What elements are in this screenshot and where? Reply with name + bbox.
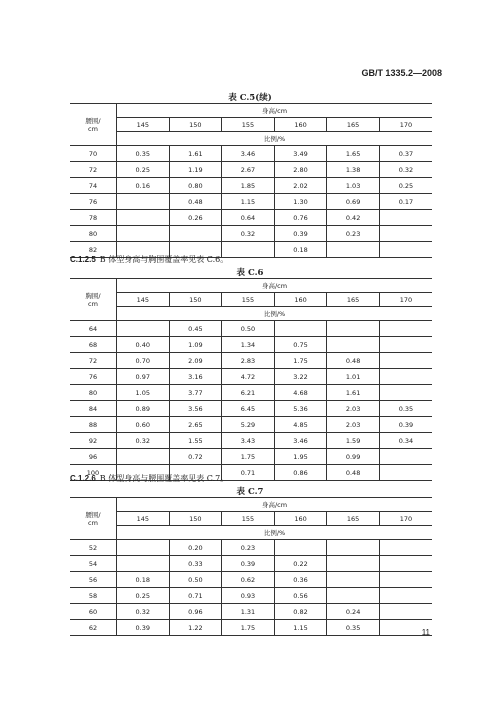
- value-cell: 0.75: [274, 337, 327, 353]
- row-label-cell: 92: [70, 433, 117, 449]
- value-cell: 0.23: [222, 540, 275, 556]
- value-cell: 0.76: [274, 210, 327, 226]
- value-cell: 0.72: [169, 449, 222, 465]
- value-cell: 1.22: [169, 620, 222, 636]
- value-cell: 0.93: [222, 588, 275, 604]
- table-row: [70, 369, 432, 385]
- row-header-label: 腰围/: [85, 117, 101, 125]
- value-cell: 3.46: [222, 146, 275, 162]
- value-cell: 0.48: [327, 353, 380, 369]
- table-row: [70, 178, 432, 194]
- height-header: 155: [222, 512, 275, 526]
- row-label-cell: 74: [70, 178, 117, 194]
- value-cell: [274, 540, 327, 556]
- value-cell: [117, 194, 170, 210]
- unit-header: 比例/%: [117, 526, 433, 540]
- value-cell: [117, 449, 170, 465]
- value-cell: [379, 572, 432, 588]
- value-cell: [379, 242, 432, 258]
- value-cell: 0.35: [117, 146, 170, 162]
- value-cell: [379, 540, 432, 556]
- value-cell: 0.99: [327, 449, 380, 465]
- value-cell: 0.32: [117, 604, 170, 620]
- height-header: 145: [117, 293, 170, 307]
- value-cell: 2.67: [222, 162, 275, 178]
- value-cell: 0.48: [327, 465, 380, 481]
- value-cell: 3.43: [222, 433, 275, 449]
- value-cell: 0.35: [327, 620, 380, 636]
- table-row: [70, 620, 432, 636]
- section-number: C.1.2.6: [70, 474, 96, 483]
- value-cell: 0.71: [222, 465, 275, 481]
- value-cell: 0.32: [379, 162, 432, 178]
- value-cell: 0.35: [379, 401, 432, 417]
- value-cell: 0.32: [222, 226, 275, 242]
- table-c7: [70, 497, 432, 636]
- value-cell: 0.71: [169, 588, 222, 604]
- row-header-label: 胸围/: [85, 292, 101, 300]
- value-cell: 2.03: [327, 401, 380, 417]
- height-header: 165: [327, 118, 380, 132]
- value-cell: 2.02: [274, 178, 327, 194]
- value-cell: [222, 242, 275, 258]
- height-header: 160: [274, 118, 327, 132]
- table-row: [70, 540, 432, 556]
- value-cell: [379, 465, 432, 481]
- value-cell: 0.62: [222, 572, 275, 588]
- value-cell: 2.03: [327, 417, 380, 433]
- value-cell: 1.15: [274, 620, 327, 636]
- value-cell: [327, 337, 380, 353]
- value-cell: 1.31: [222, 604, 275, 620]
- value-cell: 1.61: [169, 146, 222, 162]
- row-header-unit: cm: [88, 125, 98, 133]
- section-c125: [70, 254, 228, 265]
- value-cell: 0.18: [117, 572, 170, 588]
- value-cell: 0.48: [169, 194, 222, 210]
- value-cell: 1.59: [327, 433, 380, 449]
- value-cell: 1.34: [222, 337, 275, 353]
- table-c6: [70, 278, 432, 481]
- height-header: 155: [222, 118, 275, 132]
- value-cell: [327, 556, 380, 572]
- value-cell: [379, 385, 432, 401]
- value-cell: 0.45: [169, 321, 222, 337]
- height-header-row: [70, 512, 432, 526]
- height-header: 150: [169, 512, 222, 526]
- value-cell: 1.75: [222, 620, 275, 636]
- value-cell: 1.01: [327, 369, 380, 385]
- value-cell: 1.75: [274, 353, 327, 369]
- row-label-cell: 52: [70, 540, 117, 556]
- table-row: [70, 588, 432, 604]
- value-cell: 0.42: [327, 210, 380, 226]
- column-group-header: 身高/cm: [117, 104, 433, 118]
- table-row: [70, 572, 432, 588]
- row-label-cell: 78: [70, 210, 117, 226]
- height-header: 160: [274, 293, 327, 307]
- value-cell: 0.24: [327, 604, 380, 620]
- section-text: B 体型身高与腰围覆盖率见表 C.7。: [99, 474, 229, 483]
- table-row: [70, 604, 432, 620]
- value-cell: 1.75: [222, 449, 275, 465]
- row-header-cell: [70, 498, 117, 540]
- value-cell: [379, 321, 432, 337]
- value-cell: [117, 321, 170, 337]
- section-c126: [70, 473, 228, 484]
- table-row: [70, 337, 432, 353]
- value-cell: 2.65: [169, 417, 222, 433]
- unit-header-row: [70, 526, 432, 540]
- value-cell: 0.22: [274, 556, 327, 572]
- table-row: [70, 226, 432, 242]
- value-cell: [327, 588, 380, 604]
- section-number: C.1.2.5: [70, 255, 96, 264]
- value-cell: 0.25: [379, 178, 432, 194]
- height-header-row: [70, 118, 432, 132]
- height-header: 155: [222, 293, 275, 307]
- page-number: 11: [421, 628, 430, 637]
- value-cell: 3.56: [169, 401, 222, 417]
- row-label-cell: 72: [70, 353, 117, 369]
- row-header-unit: cm: [88, 519, 98, 527]
- value-cell: 6.21: [222, 385, 275, 401]
- row-label-cell: 72: [70, 162, 117, 178]
- height-header: 160: [274, 512, 327, 526]
- row-label-cell: 80: [70, 385, 117, 401]
- unit-header: 比例/%: [117, 307, 433, 321]
- value-cell: 3.16: [169, 369, 222, 385]
- value-cell: [379, 226, 432, 242]
- table-row: [70, 417, 432, 433]
- header-row: [70, 104, 432, 118]
- value-cell: 3.77: [169, 385, 222, 401]
- height-header: 170: [379, 293, 432, 307]
- value-cell: [169, 226, 222, 242]
- table-row: [70, 162, 432, 178]
- value-cell: 6.45: [222, 401, 275, 417]
- value-cell: 0.37: [379, 146, 432, 162]
- row-label-cell: 76: [70, 369, 117, 385]
- height-header: 165: [327, 293, 380, 307]
- value-cell: [117, 556, 170, 572]
- value-cell: 0.96: [169, 604, 222, 620]
- value-cell: [327, 540, 380, 556]
- value-cell: 1.95: [274, 449, 327, 465]
- row-header-cell: [70, 279, 117, 321]
- row-label-cell: 58: [70, 588, 117, 604]
- value-cell: 0.39: [117, 620, 170, 636]
- row-header-label: 腰围/: [85, 511, 101, 519]
- value-cell: 0.26: [169, 210, 222, 226]
- row-header-unit: cm: [88, 300, 98, 308]
- value-cell: 0.16: [117, 178, 170, 194]
- header-row: [70, 279, 432, 293]
- document-code: GB/T 1335.2—2008: [361, 68, 442, 78]
- value-cell: 0.33: [169, 556, 222, 572]
- height-header: 170: [379, 118, 432, 132]
- value-cell: 0.64: [222, 210, 275, 226]
- value-cell: 0.50: [222, 321, 275, 337]
- value-cell: 1.55: [169, 433, 222, 449]
- header-row: [70, 498, 432, 512]
- value-cell: 0.20: [169, 540, 222, 556]
- value-cell: 2.09: [169, 353, 222, 369]
- value-cell: 2.83: [222, 353, 275, 369]
- value-cell: 1.30: [274, 194, 327, 210]
- table-row: [70, 385, 432, 401]
- value-cell: 0.89: [117, 401, 170, 417]
- value-cell: 0.40: [117, 337, 170, 353]
- value-cell: 0.82: [274, 604, 327, 620]
- row-label-cell: 76: [70, 194, 117, 210]
- value-cell: 0.39: [274, 226, 327, 242]
- row-label-cell: 82: [70, 242, 117, 258]
- row-header-cell: [70, 104, 117, 146]
- value-cell: 0.39: [222, 556, 275, 572]
- height-header: 150: [169, 293, 222, 307]
- value-cell: 0.56: [274, 588, 327, 604]
- value-cell: 1.05: [117, 385, 170, 401]
- value-cell: [117, 540, 170, 556]
- column-group-header: 身高/cm: [117, 498, 433, 512]
- table-row: [70, 433, 432, 449]
- value-cell: 0.86: [274, 465, 327, 481]
- value-cell: 5.29: [222, 417, 275, 433]
- value-cell: 4.85: [274, 417, 327, 433]
- table-row: [70, 146, 432, 162]
- value-cell: [379, 449, 432, 465]
- row-label-cell: 70: [70, 146, 117, 162]
- value-cell: [379, 556, 432, 572]
- value-cell: 0.80: [169, 178, 222, 194]
- value-cell: 0.36: [274, 572, 327, 588]
- table-row: [70, 556, 432, 572]
- row-label-cell: 62: [70, 620, 117, 636]
- value-cell: [379, 210, 432, 226]
- value-cell: 4.68: [274, 385, 327, 401]
- value-cell: [379, 588, 432, 604]
- value-cell: 1.09: [169, 337, 222, 353]
- value-cell: 1.38: [327, 162, 380, 178]
- value-cell: 5.36: [274, 401, 327, 417]
- row-label-cell: 68: [70, 337, 117, 353]
- value-cell: 0.69: [327, 194, 380, 210]
- section-text: B 体型身高与胸围覆盖率见表 C.6。: [99, 255, 229, 264]
- value-cell: [379, 353, 432, 369]
- table-row: [70, 321, 432, 337]
- value-cell: [379, 604, 432, 620]
- table-row: [70, 210, 432, 226]
- value-cell: 0.70: [117, 353, 170, 369]
- value-cell: 1.85: [222, 178, 275, 194]
- row-label-cell: 80: [70, 226, 117, 242]
- value-cell: 4.72: [222, 369, 275, 385]
- value-cell: 3.49: [274, 146, 327, 162]
- value-cell: 0.60: [117, 417, 170, 433]
- value-cell: [274, 321, 327, 337]
- value-cell: [327, 242, 380, 258]
- value-cell: 0.18: [274, 242, 327, 258]
- row-label-cell: 100: [70, 465, 117, 481]
- value-cell: 1.61: [327, 385, 380, 401]
- value-cell: 3.46: [274, 433, 327, 449]
- value-cell: 0.50: [169, 572, 222, 588]
- height-header-row: [70, 293, 432, 307]
- column-group-header: 身高/cm: [117, 279, 433, 293]
- value-cell: [379, 369, 432, 385]
- value-cell: 1.03: [327, 178, 380, 194]
- value-cell: 0.32: [117, 433, 170, 449]
- value-cell: 1.65: [327, 146, 380, 162]
- table-c5-title: 表 C.5(续): [228, 93, 272, 103]
- value-cell: 0.17: [379, 194, 432, 210]
- table-c6-title: 表 C.6: [236, 268, 264, 278]
- height-header: 170: [379, 512, 432, 526]
- value-cell: 0.25: [117, 588, 170, 604]
- row-label-cell: 56: [70, 572, 117, 588]
- height-header: 165: [327, 512, 380, 526]
- value-cell: [327, 321, 380, 337]
- value-cell: 2.80: [274, 162, 327, 178]
- row-label-cell: 96: [70, 449, 117, 465]
- table-c7-title: 表 C.7: [236, 487, 264, 497]
- value-cell: 1.15: [222, 194, 275, 210]
- row-label-cell: 84: [70, 401, 117, 417]
- value-cell: 0.23: [327, 226, 380, 242]
- row-label-cell: 64: [70, 321, 117, 337]
- value-cell: 0.34: [379, 433, 432, 449]
- unit-header: 比例/%: [117, 132, 433, 146]
- table-row: [70, 449, 432, 465]
- row-label-cell: 54: [70, 556, 117, 572]
- value-cell: 0.97: [117, 369, 170, 385]
- value-cell: [327, 572, 380, 588]
- height-header: 145: [117, 118, 170, 132]
- value-cell: 0.39: [379, 417, 432, 433]
- table-row: [70, 353, 432, 369]
- height-header: 150: [169, 118, 222, 132]
- unit-header-row: [70, 307, 432, 321]
- value-cell: 0.25: [117, 162, 170, 178]
- row-label-cell: 60: [70, 604, 117, 620]
- height-header: 145: [117, 512, 170, 526]
- table-c5: [70, 103, 432, 258]
- value-cell: 1.19: [169, 162, 222, 178]
- value-cell: [117, 210, 170, 226]
- value-cell: [117, 226, 170, 242]
- table-row: [70, 194, 432, 210]
- row-label-cell: 88: [70, 417, 117, 433]
- table-row: [70, 401, 432, 417]
- value-cell: [379, 337, 432, 353]
- unit-header-row: [70, 132, 432, 146]
- value-cell: 3.22: [274, 369, 327, 385]
